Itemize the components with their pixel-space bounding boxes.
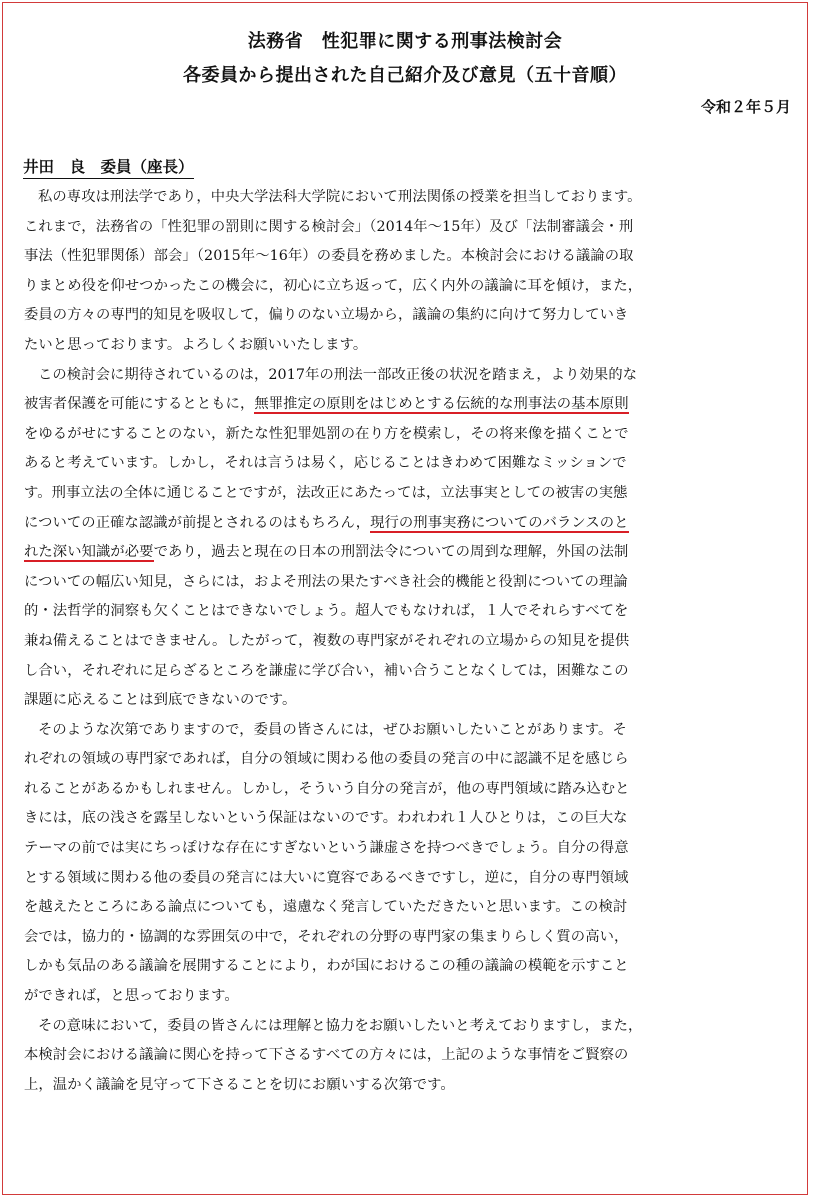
body-line: 課題に応えることは到底できないのです。	[24, 692, 297, 709]
body-line	[24, 390, 794, 420]
member-heading: 井田 良 委員（座長）	[23, 155, 194, 179]
document-date: 令和２年５月	[700, 98, 791, 116]
body-line: その意味において，委員の皆さんには理解と協力をお願いしたいと考えておりますし，また，	[38, 1017, 643, 1034]
body-line: 私の専攻は刑法学であり，中央大学法科大学院において刑法関係の授業を担当しております。	[38, 189, 642, 205]
document-page	[2, 2, 808, 1195]
body-line: 事法（性犯罪関係）部会」（2015年～16年）の委員を務めました。本検討会における議論の取	[24, 248, 634, 265]
body-line: この検討会に期待されているのは，2017年の刑法一部改正後の状況を踏まえ，より効果的な	[38, 366, 638, 383]
body-line: テーマの前では実にちっぽけな存在にすぎないという謙虚さを持つべきでしょう。自分の得意	[24, 840, 629, 857]
body-text: についての正確な認識が前提とされるのはもちろん，	[24, 514, 371, 531]
body-text: 被害者保護を可能にするとともに，	[24, 396, 255, 413]
body-line: たいと思っております。よろしくお願いいたします。	[24, 336, 368, 353]
body-line: し合い，それぞれに足らざるところを謙虚に学び合い，補い合うことなくしては，困難なこの	[24, 662, 629, 679]
body-line: あると考えています。しかし，それは言うは易く，応じることはきわめて困難なミッションで	[24, 455, 627, 472]
body-line: りまとめ役を仰せつかったこの機会に，初心に立ち返って，広く内外の議論に耳を傾け，また，	[24, 277, 643, 294]
body-line: 的・法哲学的洞察も欠くことはできないでしょう。超人でもなければ，１人でそれらすべてを	[24, 603, 629, 620]
body-line: 兼ね備えることはできません。したがって，複数の専門家がそれぞれの立場からの知見を提供	[24, 632, 630, 649]
body-line: す。刑事立法の全体に通じることですが，法改正にあたっては，立法事実としての被害の実態	[24, 484, 628, 501]
body-text: であり，過去と現在の日本の刑罰法令についての周到な理解，外国の法制	[153, 544, 629, 561]
body-line: そのような次第でありますので，委員の皆さんには，ぜひお願いしたいことがあります。そ	[38, 721, 627, 738]
document-subtitle: 各委員から提出された自己紹介及び意見（五十音順）	[183, 65, 627, 86]
body-line	[24, 538, 794, 568]
highlighted-phrase: 現行の刑事実務についてのバランスのと	[370, 514, 629, 531]
highlighted-phrase: 無罪推定の原則をはじめとする伝統的な刑事法の基本原則	[254, 396, 629, 413]
document-body	[24, 183, 794, 1100]
body-line: とする領域に関わる他の委員の発言には大いに寛容であるべきですし，逆に，自分の専門領域	[24, 869, 629, 886]
body-line	[24, 509, 794, 539]
body-line: れることがあるかもしれません。しかし，そういう自分の発言が，他の専門領域に踏み込むと	[24, 780, 630, 797]
document-title: 法務省 性犯罪に関する刑事法検討会	[247, 31, 563, 52]
body-line: ができれば，と思っております。	[24, 988, 239, 1005]
body-line: しかも気品のある議論を展開することにより，わが国におけるこの種の議論の模範を示すこと	[24, 958, 629, 975]
body-line: をゆるがせにすることのない，新たな性犯罪処罰の在り方を模索し，その将来像を描くことで	[24, 425, 629, 442]
highlighted-phrase: れた深い知識が必要	[24, 544, 154, 561]
body-line: 本検討会における議論に関心を持って下さるすべての方々には，上記のような事情をご賢察の	[24, 1047, 629, 1064]
body-line: を越えたところにある論点についても，遠慮なく発言していただきたいと思います。この検討	[24, 899, 628, 916]
body-line: についての幅広い知見，さらには，およそ刑法の果たすべき社会的機能と役割についての理論	[24, 573, 628, 590]
body-line: きには，底の浅さを露呈しないという保証はないのです。われわれ１人ひとりは，この巨大な	[24, 810, 628, 827]
body-line: 上，温かく議論を見守って下さることを切にお願いする次第です。	[24, 1076, 455, 1093]
body-line: これまで，法務省の「性犯罪の罰則に関する検討会」（2014年～15年）及び「法制審議会・刑	[24, 218, 634, 235]
body-line: 会では，協力的・協調的な雰囲気の中で，それぞれの分野の専門家の集まりらしく質の高い，	[24, 928, 629, 945]
body-line: れぞれの領域の専門家であれば，自分の領域に関わる他の委員の発言の中に認識不足を感じら	[24, 751, 629, 768]
body-line: 委員の方々の専門的知見を吸収して，偏りのない立場から，議論の集約に向けて努力していき	[24, 307, 629, 324]
